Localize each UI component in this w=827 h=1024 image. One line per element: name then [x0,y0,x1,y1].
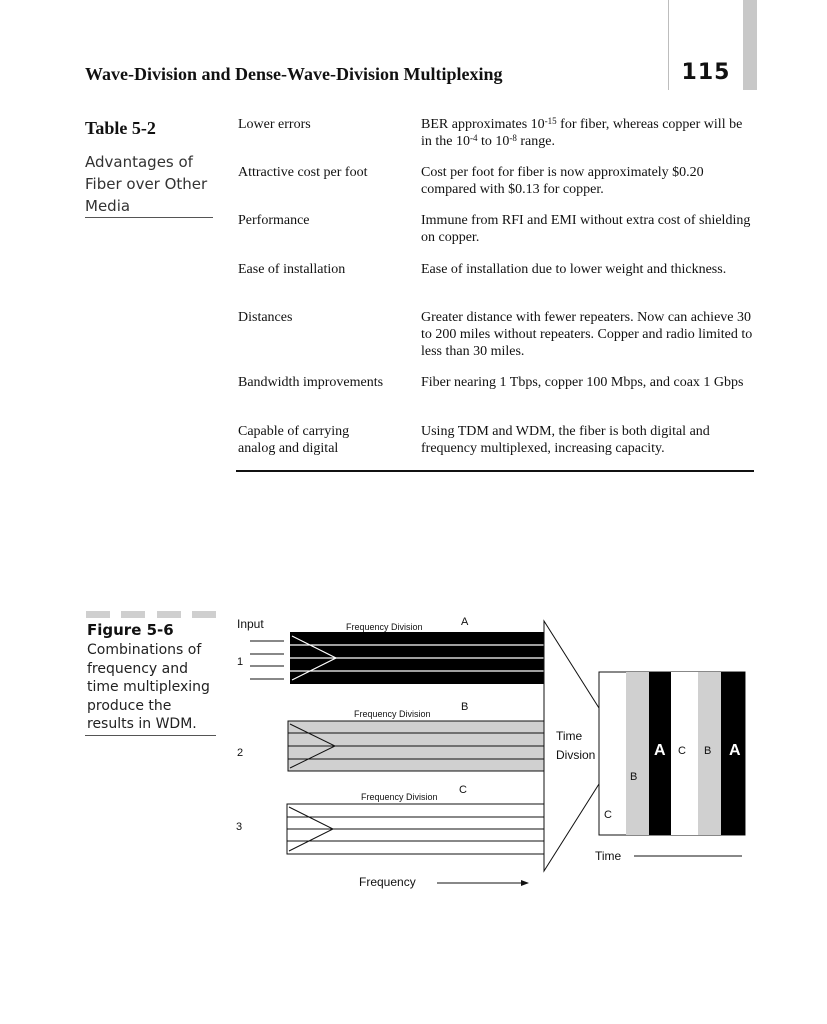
input-lines [250,641,284,679]
stair-letter-b: B [630,771,638,783]
page-number: 115 [681,60,731,85]
channel-band-b [288,721,544,771]
band-b-label: Frequency Division [354,709,431,719]
channel-1-number: 1 [237,656,244,668]
channel-2-number: 2 [237,747,244,759]
band-c-letter: C [459,784,467,796]
feature-cell: Distances [238,310,293,325]
slot-letter-c: C [678,745,686,757]
description-cell: Ease of installation due to lower weight and thickness. [421,262,727,277]
description-cell: BER approximates $10^{-15}$ for fiber, whereas copper will be in the $10^{-4}$ to $10^{-8}$ range. [421,116,743,149]
band-c-label: Frequency Division [361,792,438,802]
figure-label: Figure 5-6 [87,621,174,639]
feature-cell: Performance [238,213,310,228]
channel-band-c [287,804,544,854]
description-cell: Greater distance with fewer repeaters. Now can achieve 30 to 200 miles without repeaters. Copper and radio limited to less than 30 miles. [421,310,753,359]
table-label: Table 5-2 [85,118,156,138]
slot-letter-a: A [654,742,666,759]
frequency-axis-label: Frequency [359,875,416,889]
figure-caption: Combinations of frequency and time multiplexing produce the results in WDM. [87,642,210,732]
table-caption: Advantages of Fiber over Other Media [85,153,208,215]
running-head: Wave-Division and Dense-Wave-Division Multiplexing [85,64,503,84]
description-cell: Using TDM and WDM, the fiber is both digital and frequency multiplexed, increasing capacity. [421,424,710,456]
slot-letter-b: B [704,745,712,757]
time-axis-label: Time [595,849,622,863]
time-division-label-1: Time [556,729,583,743]
band-a-label: Frequency Division [346,622,423,632]
band-b-letter: B [461,701,469,713]
description-cell: Cost per foot for fiber is now approximately $0.20 compared with $0.13 for copper. [421,165,704,197]
slot-b [626,672,649,835]
channel-3-number: 3 [236,821,243,833]
slot-letter-a: A [729,742,741,759]
time-slots [599,672,745,835]
feature-cell: Capable of carrying analog and digital [238,424,350,456]
feature-cell: Ease of installation [238,262,346,277]
channel-band-a [290,632,544,684]
input-label: Input [237,617,264,631]
feature-cell: Attractive cost per foot [238,165,368,180]
stair-letter-c: C [604,809,612,821]
feature-cell: Bandwidth improvements [238,375,384,390]
description-cell: Immune from RFI and EMI without extra cost of shielding on copper. [421,213,751,245]
time-division-label-2: Divsion [556,748,596,762]
description-cell: Fiber nearing 1 Tbps, copper 100 Mbps, and coax 1 Gbps [421,375,744,390]
feature-cell: Lower errors [238,117,311,132]
band-a-letter: A [461,616,469,628]
